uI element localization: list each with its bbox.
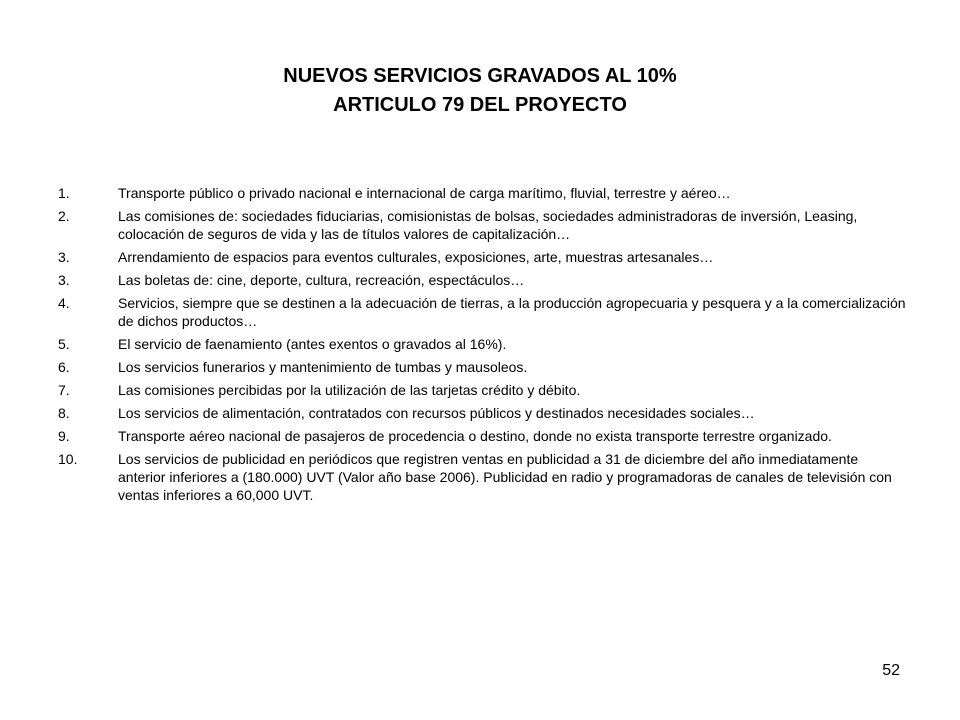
page-number: 52 xyxy=(882,662,900,679)
list-item xyxy=(58,450,908,504)
list-item xyxy=(58,248,908,266)
list-item-text: Arrendamiento de espacios para eventos culturales, exposiciones, arte, muestras artesanales… xyxy=(118,249,714,265)
list-item-number: 7. xyxy=(58,382,70,398)
list-item xyxy=(58,184,908,202)
list-item-text: Las comisiones percibidas por la utilización de las tarjetas crédito y débito. xyxy=(118,382,581,398)
list-item-number: 6. xyxy=(58,359,70,375)
list-item xyxy=(58,335,908,353)
list-item xyxy=(58,381,908,399)
list-item-number: 3. xyxy=(58,272,70,288)
title-line-2: ARTICULO 79 DEL PROYECTO xyxy=(333,94,627,116)
list-item-number: 10. xyxy=(58,451,78,467)
list-item-text: Las boletas de: cine, deporte, cultura, recreación, espectáculos… xyxy=(118,272,525,288)
title-line-1: NUEVOS SERVICIOS GRAVADOS AL 10% xyxy=(283,65,677,87)
list-item xyxy=(58,271,908,289)
list-item xyxy=(58,358,908,376)
list-item xyxy=(58,207,908,243)
list-item-number: 8. xyxy=(58,405,70,421)
list-item-text: Los servicios funerarios y mantenimiento de tumbas y mausoleos. xyxy=(118,359,528,375)
list-item-number: 4. xyxy=(58,295,70,311)
page-title xyxy=(0,62,960,120)
list-item-text: Transporte público o privado nacional e internacional de carga marítimo, fluvial, terrestre y aéreo… xyxy=(118,185,731,201)
list-item-text: Las comisiones de: sociedades fiduciarias, comisionistas de bolsas, sociedades administradoras de inversión, Leasing, colocación de seguros de vida y las de títulos valores de capitalización… xyxy=(118,208,858,242)
list-item-text: El servicio de faenamiento (antes exentos o gravados al 16%). xyxy=(118,336,507,352)
list-item-number: 2. xyxy=(58,208,70,224)
list-item-number: 9. xyxy=(58,428,70,444)
list-item-number: 1. xyxy=(58,185,70,201)
list-item xyxy=(58,404,908,422)
list-item-number: 5. xyxy=(58,336,70,352)
services-list xyxy=(58,184,908,509)
list-item xyxy=(58,294,908,330)
list-item-text: Los servicios de alimentación, contratados con recursos públicos y destinados necesidades sociales… xyxy=(118,405,755,421)
list-item-number: 3. xyxy=(58,249,70,265)
list-item-text: Transporte aéreo nacional de pasajeros de procedencia o destino, donde no exista transporte terrestre organizado. xyxy=(118,428,832,444)
list-item-text: Servicios, siempre que se destinen a la adecuación de tierras, a la producción agropecuaria y pesquera y a la comercialización de dichos productos… xyxy=(118,295,906,329)
list-item-text: Los servicios de publicidad en periódicos que registren ventas en publicidad a 31 de diciembre del año inmediatamente anterior inferiores a (180.000) UVT (Valor año base 2006). Publicidad en radio y programadoras de canales de televisión con ventas inferiores a 60,000 UVT. xyxy=(118,451,892,503)
list-item xyxy=(58,427,908,445)
